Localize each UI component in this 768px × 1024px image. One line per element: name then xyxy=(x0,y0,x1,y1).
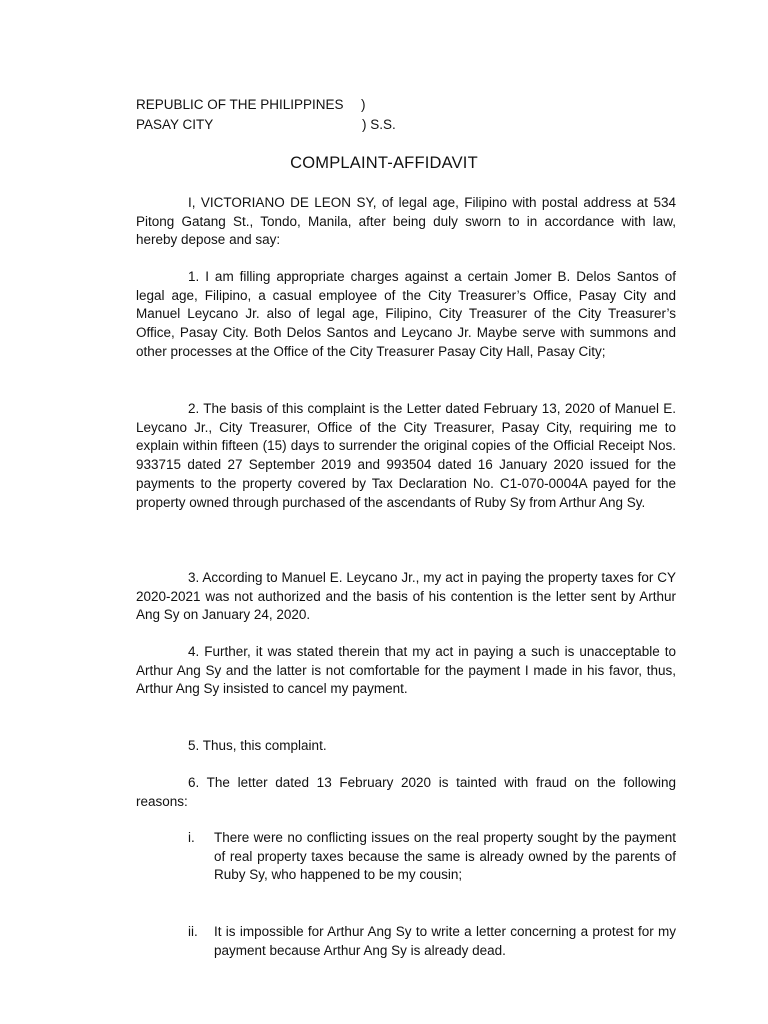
paragraph-4: 4. Further, it was stated therein that my act in paying a such is unacceptable to Arthur Ang Sy and the latter is not comfortable for the payment I made in his favor, thus, Arthur Ang Sy insisted to cancel my payment. xyxy=(136,644,676,697)
paragraph-3: 3. According to Manuel E. Leycano Jr., my act in paying the property taxes for CY 2020-2021 was not authorized and the basis of his contention is the letter sent by Arthur Ang Sy on January 24, 2020. xyxy=(136,570,676,623)
reason-item xyxy=(188,923,676,960)
reason-number: i. xyxy=(188,830,195,845)
reason-item xyxy=(188,829,676,885)
venue-ss: ) S.S. xyxy=(362,117,396,132)
intro-paragraph: I, VICTORIANO DE LEON SY, of legal age, Filipino with postal address at 534 Pitong Gatang St., Tondo, Manila, after being duly sworn to in accordance with law, hereby depose and say: xyxy=(136,195,676,248)
reason-text: There were no conflicting issues on the real property sought by the payment of real property taxes because the same is already owned by the parents of Ruby Sy, who happened to be my cousin; xyxy=(214,830,676,883)
paragraph-5: 5. Thus, this complaint. xyxy=(188,738,327,753)
venue-line-city xyxy=(136,116,396,134)
venue-line-republic xyxy=(136,96,366,114)
venue-city: PASAY CITY xyxy=(136,117,214,132)
reason-number: ii. xyxy=(188,924,198,939)
venue-bracket: ) xyxy=(361,97,366,112)
paragraph-6: 6. The letter dated 13 February 2020 is tainted with fraud on the following reasons: xyxy=(136,775,676,809)
paragraph-1: 1. I am filling appropriate charges against a certain Jomer B. Delos Santos of legal age, Filipino, a casual employee of the City Treasurer’s Office, Pasay City and Manuel Leycano Jr. also of legal age, Filipino, City Treasurer of the City Treasurer’s Office, Pasay City. Both Delos Santos and Leycano Jr. Maybe serve with summons and other processes at the Office of the City Treasurer Pasay City Hall, Pasay City; xyxy=(136,269,676,359)
paragraph-2: 2. The basis of this complaint is the Letter dated February 13, 2020 of Manuel E. Leycano Jr., City Treasurer, Office of the City Treasurer, Pasay City, requiring me to explain within fifteen (15) days to surrender the original copies of the Official Receipt Nos. 933715 dated 27 September 2019 and 993504 dated 16 January 2020 issued for the payments to the property covered by Tax Declaration No. C1-070-0004A payed for the property owned through purchased of the ascendants of Ruby Sy from Arthur Ang Sy. xyxy=(136,401,676,510)
document-title: COMPLAINT-AFFIDAVIT xyxy=(290,154,478,172)
reason-text: It is impossible for Arthur Ang Sy to write a letter concerning a protest for my payment because Arthur Ang Sy is already dead. xyxy=(214,924,676,958)
venue-country: REPUBLIC OF THE PHILIPPINES xyxy=(136,97,344,112)
